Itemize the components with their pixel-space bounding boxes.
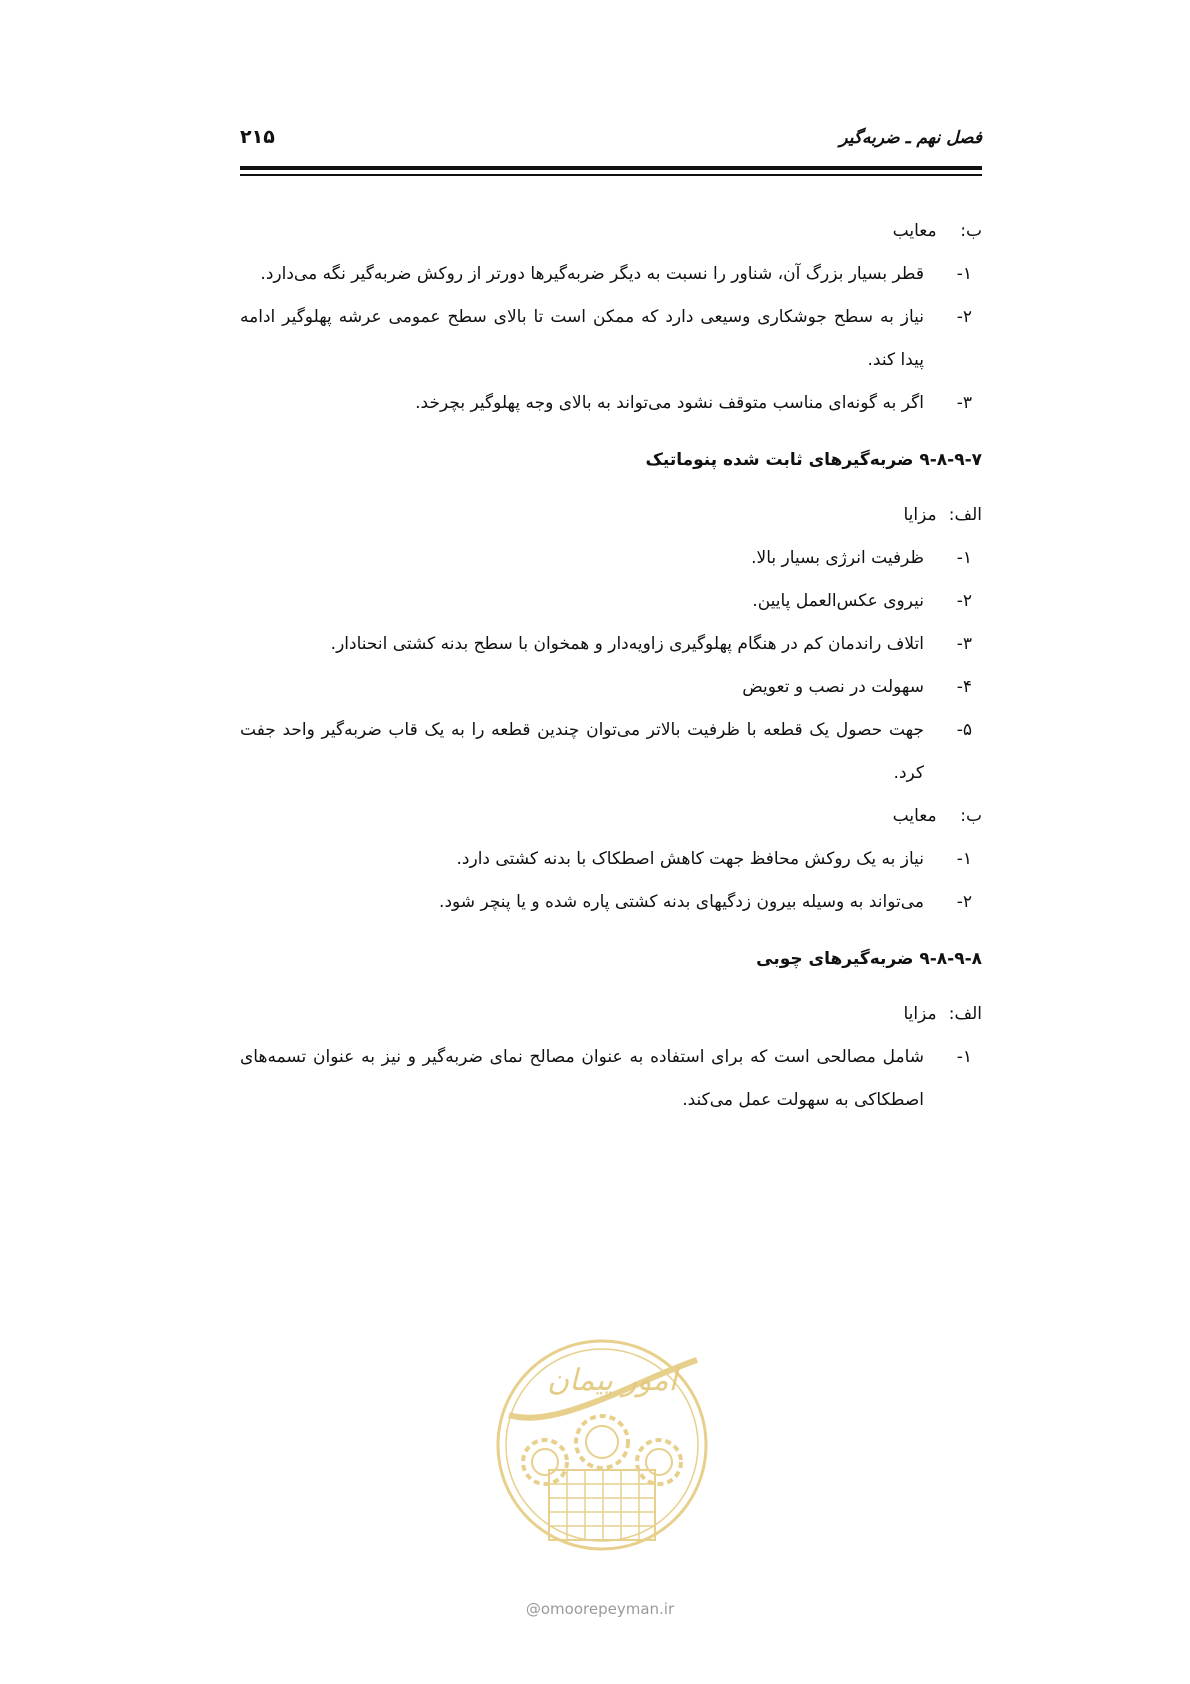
list-item-number: ۳- <box>956 634 972 654</box>
list-item-number: ۲- <box>956 591 972 611</box>
subsection-heading <box>240 795 982 838</box>
list-item <box>240 838 982 881</box>
list-item <box>240 709 982 795</box>
list-item-number: ۱- <box>956 548 972 568</box>
list-item <box>240 296 982 382</box>
disadvantages-section-pneumatic-fixed <box>240 795 982 924</box>
list-item-text: سهولت در نصب و تعویض <box>742 677 924 697</box>
subsection-title: مزایا <box>903 505 937 525</box>
list-item <box>240 382 982 425</box>
list-item <box>240 580 982 623</box>
list-item <box>240 881 982 924</box>
watermark-caption: @omoorepeyman.ir <box>525 1600 675 1618</box>
list-item-text: اگر به گونه‌ای مناسب متوقف نشود می‌تواند به بالای وجه پهلوگیر بچرخد. <box>415 393 924 413</box>
header-rule-thin <box>240 174 982 176</box>
list-item-number: ۱- <box>956 849 972 869</box>
list-item-text: قطر بسیار بزرگ آن، شناور را نسبت به دیگر ضربه‌گیرها دورتر از روکش ضربه‌گیر نگه می‌دارد. <box>260 264 924 284</box>
list-item-text: شامل مصالحی است که برای استفاده به عنوان مصالح نمای ضربه‌گیر و نیز به عنوان تسمه‌های اصطکاکی به سهولت عمل می‌کند. <box>240 1047 924 1110</box>
watermark-seal-logo <box>487 1320 717 1590</box>
list-item-text: نیروی عکس‌العمل پایین. <box>752 591 924 611</box>
subsection-label: ب: <box>960 806 982 826</box>
list-item-number: ۳- <box>956 393 972 413</box>
list-item-number: ۱- <box>956 1047 972 1067</box>
subsection-heading <box>240 993 982 1036</box>
advantages-section-timber <box>240 993 982 1122</box>
list-item-text: می‌تواند به وسیله بیرون زدگیهای بدنه کشتی پاره شده و یا پنچر شود. <box>439 892 924 912</box>
header-rule-thick <box>240 166 982 170</box>
list-item-text: جهت حصول یک قطعه با ظرفیت بالاتر می‌توان چندین قطعه را به یک قاب ضربه‌گیر واحد جفت کرد. <box>240 720 924 783</box>
list-item-text: ظرفیت انرژی بسیار بالا. <box>751 548 924 568</box>
advantages-section-pneumatic-fixed <box>240 494 982 795</box>
subsection-label: ب: <box>960 221 982 241</box>
subsection-label: الف: <box>948 505 982 525</box>
list-item-text: نیاز به یک روکش محافظ جهت کاهش اصطکاک با بدنه کشتی دارد. <box>456 849 924 869</box>
list-item-number: ۱- <box>956 264 972 284</box>
list-item-text: اتلاف راندمان کم در هنگام پهلوگیری زاویه‌دار و همخوان با سطح بدنه کشتی انحنادار. <box>330 634 924 654</box>
subsection-label: الف: <box>948 1004 982 1024</box>
subsection-title: مزایا <box>903 1004 937 1024</box>
seal-graphic <box>487 1320 717 1590</box>
disadvantages-section-pneumatic-floating <box>240 210 982 425</box>
chapter-title: فصل نهم ـ ضربه‌گیر <box>839 128 982 148</box>
list-item <box>240 253 982 296</box>
subsection-heading <box>240 494 982 537</box>
subsection-heading <box>240 210 982 253</box>
page-header <box>240 128 982 156</box>
page-number: ۲۱۵ <box>240 126 275 148</box>
section-heading-timber: ۹-۸-۹-۸ ضربه‌گیرهای چوبی <box>756 949 982 969</box>
seal-logo-text: امور پیمان <box>547 1363 677 1398</box>
list-item-number: ۵- <box>956 720 972 740</box>
list-item-number: ۴- <box>956 677 972 697</box>
list-item <box>240 666 982 709</box>
list-item-number: ۲- <box>956 892 972 912</box>
subsection-title: معایب <box>892 221 937 241</box>
list-item <box>240 1036 982 1122</box>
page-body <box>240 210 982 1122</box>
section-heading-pneumatic-fixed: ۹-۸-۹-۷ ضربه‌گیرهای ثابت شده پنوماتیک <box>645 450 982 470</box>
list-item-text: نیاز به سطح جوشکاری وسیعی دارد که ممکن است تا بالای سطح عمومی عرشه پهلوگیر ادامه پیدا کند. <box>240 307 924 370</box>
list-item <box>240 537 982 580</box>
subsection-title: معایب <box>892 806 937 826</box>
list-item-number: ۲- <box>956 307 972 327</box>
list-item <box>240 623 982 666</box>
